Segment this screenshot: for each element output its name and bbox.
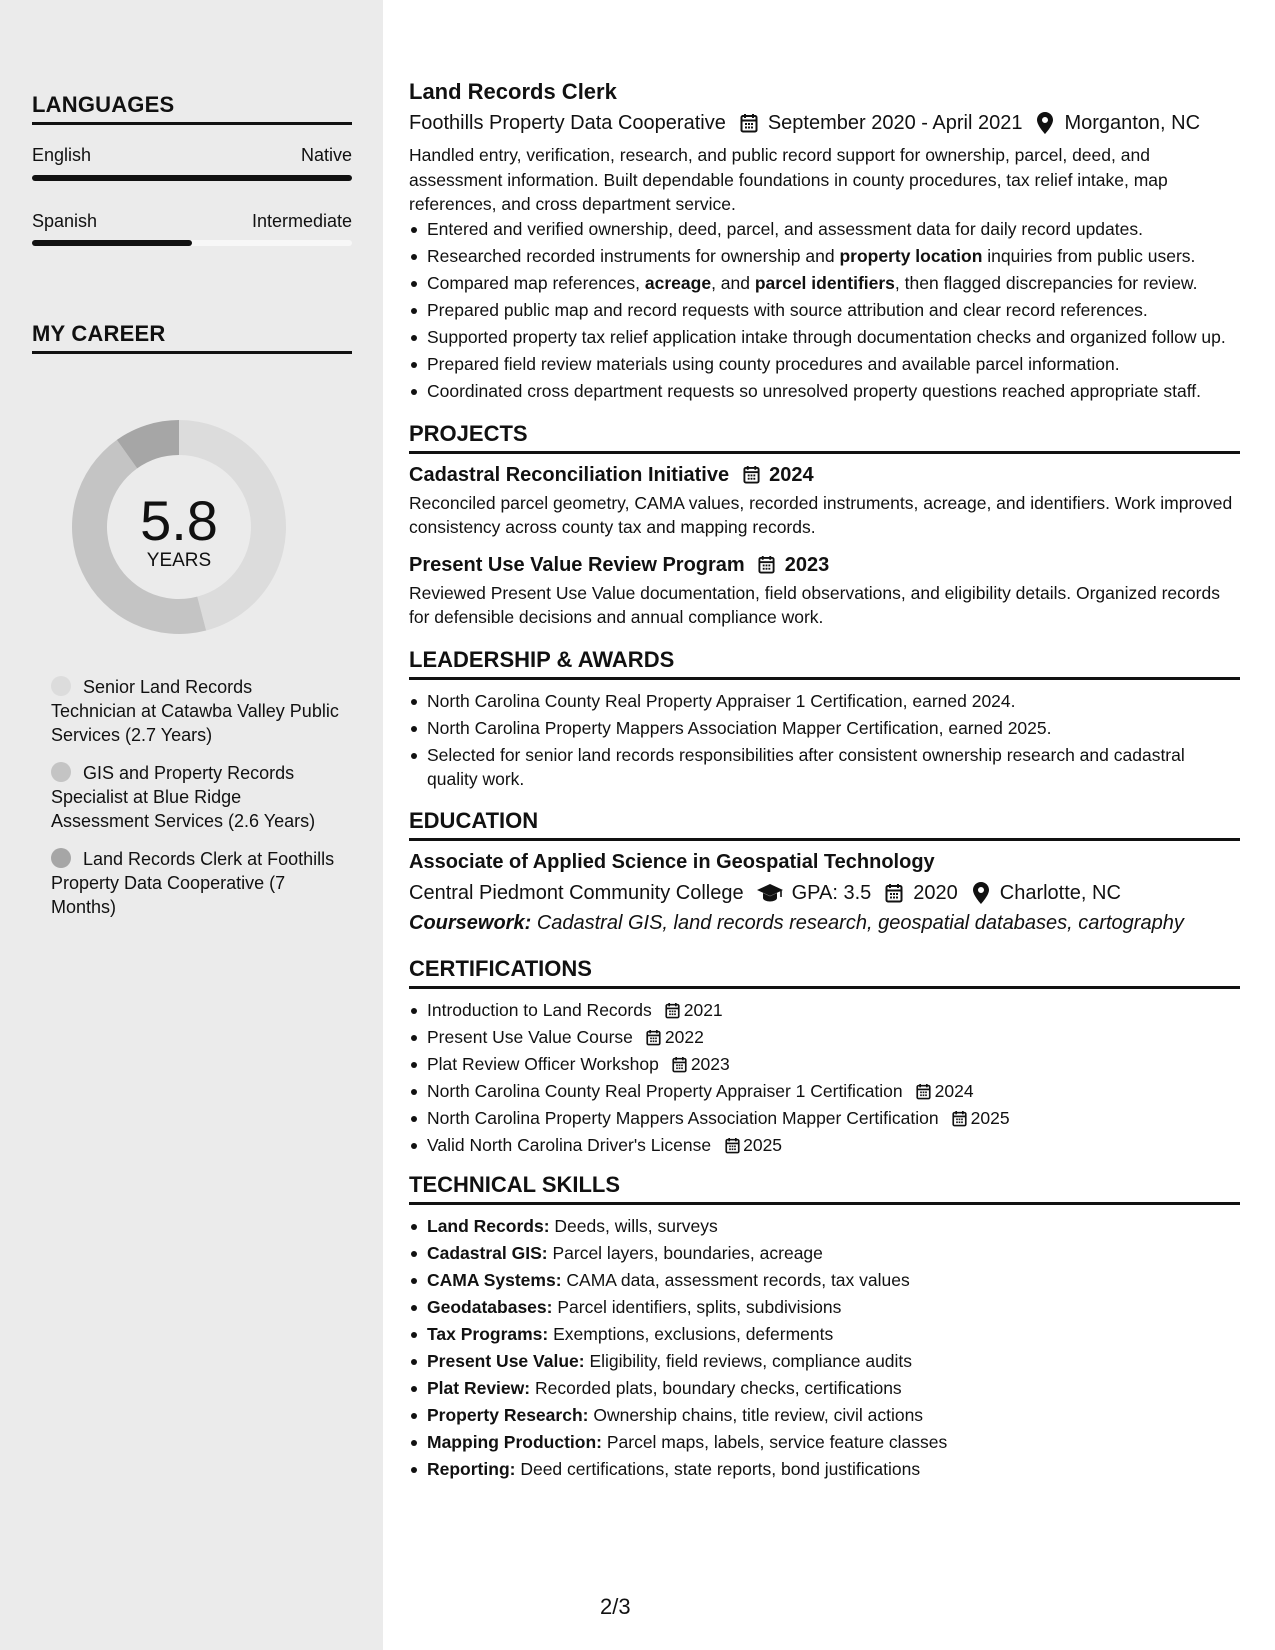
career-legend-label: Senior Land Records Technician at Catawba Valley Public Services (2.7 Years) xyxy=(51,677,339,745)
project-title: Cadastral Reconciliation Initiative xyxy=(409,463,730,486)
career-heading: MY CAREER xyxy=(32,321,166,346)
project-title-row xyxy=(409,462,1240,488)
calendar-icon xyxy=(741,465,761,485)
legend-dot xyxy=(51,762,71,782)
skill-label: CAMA Systems: xyxy=(427,1269,562,1290)
skill-item xyxy=(409,1295,1240,1319)
job-bullet: Prepared field review materials using county procedures and available parcel information. xyxy=(409,352,1240,376)
section-rule xyxy=(409,451,1240,454)
award-item: North Carolina County Real Property Appraiser 1 Certification, earned 2024. xyxy=(409,689,1240,713)
certification-name: North Carolina Property Mappers Association Mapper Certification xyxy=(427,1107,939,1128)
calendar-icon xyxy=(645,1028,663,1046)
certification-item xyxy=(409,1052,1240,1076)
skill-item xyxy=(409,1376,1240,1400)
calendar-icon xyxy=(671,1055,689,1073)
career-rule xyxy=(32,351,352,354)
award-item: North Carolina Property Mappers Association Mapper Certification, earned 2025. xyxy=(409,716,1240,740)
project-year: 2023 xyxy=(784,553,830,576)
skill-value: Recorded plats, boundary checks, certifications xyxy=(530,1377,902,1398)
skill-value: Eligibility, field reviews, compliance audits xyxy=(584,1350,913,1371)
skills-heading: TECHNICAL SKILLS xyxy=(409,1171,621,1197)
certification-name: Present Use Value Course xyxy=(427,1026,633,1047)
location-pin-icon xyxy=(970,882,992,904)
skill-label: Cadastral GIS: xyxy=(427,1242,548,1263)
skill-label: Land Records: xyxy=(427,1215,550,1236)
calendar-icon xyxy=(757,555,777,575)
job-bullet: Prepared public map and record requests with source attribution and clear record references. xyxy=(409,298,1240,322)
certification-year: 2024 xyxy=(934,1080,974,1101)
project-title-row xyxy=(409,552,1240,578)
language-bar xyxy=(32,175,352,181)
certifications-heading: CERTIFICATIONS xyxy=(409,955,592,981)
coursework-text: Cadastral GIS, land records research, geospatial databases, cartography xyxy=(536,911,1184,934)
main-content xyxy=(409,78,1240,1484)
awards-list xyxy=(409,689,1240,791)
job-bullet: Supported property tax relief application intake through documentation checks and organized follow up. xyxy=(409,325,1240,349)
page-number: 2/3 xyxy=(600,1594,631,1619)
education-heading: EDUCATION xyxy=(409,807,539,833)
certification-name: Introduction to Land Records xyxy=(427,999,652,1020)
skill-value: Ownership chains, title review, civil actions xyxy=(588,1404,924,1425)
skill-label: Mapping Production: xyxy=(427,1431,602,1452)
language-bar xyxy=(32,240,352,246)
career-legend-item xyxy=(51,761,341,833)
language-bar-fill xyxy=(32,240,192,246)
job-bullet: Entered and verified ownership, deed, parcel, and assessment data for daily record updates. xyxy=(409,217,1240,241)
job-bullet: Coordinated cross department requests so unresolved property questions reached appropriate staff. xyxy=(409,379,1240,403)
skill-item xyxy=(409,1241,1240,1265)
job-title: Land Records Clerk xyxy=(409,79,617,104)
project-description: Reconciled parcel geometry, CAMA values, recorded instruments, acreage, and identifiers. Work improved consistency across county tax and mapping records. xyxy=(409,492,1233,537)
career-legend-item xyxy=(51,847,341,919)
education-section xyxy=(409,807,1240,936)
skill-value: Deeds, wills, surveys xyxy=(549,1215,718,1236)
section-rule xyxy=(409,838,1240,841)
skill-item xyxy=(409,1457,1240,1481)
awards-section xyxy=(409,646,1240,791)
skill-value: Deed certifications, state reports, bond justifications xyxy=(515,1458,921,1479)
job-location: Morganton, NC xyxy=(1064,112,1201,134)
section-rule xyxy=(409,677,1240,680)
calendar-icon xyxy=(664,1001,682,1019)
skills-list xyxy=(409,1214,1240,1481)
skill-label: Plat Review: xyxy=(427,1377,531,1398)
job-dates: September 2020 - April 2021 xyxy=(767,112,1023,134)
certification-item xyxy=(409,1079,1240,1103)
certification-item xyxy=(409,1025,1240,1049)
certifications-section xyxy=(409,955,1240,1157)
certifications-list xyxy=(409,998,1240,1157)
certification-name: Valid North Carolina Driver's License xyxy=(427,1134,712,1155)
sidebar xyxy=(0,0,383,1650)
language-bar-fill xyxy=(32,175,352,181)
certification-year: 2021 xyxy=(683,999,723,1020)
certification-item xyxy=(409,998,1240,1022)
skill-value: CAMA data, assessment records, tax values xyxy=(561,1269,910,1290)
location-pin-icon xyxy=(1034,112,1056,134)
job-company: Foothills Property Data Cooperative xyxy=(409,112,726,134)
job-bullets xyxy=(409,217,1240,403)
skill-label: Present Use Value: xyxy=(427,1350,585,1371)
coursework xyxy=(409,910,1240,936)
career-legend-item xyxy=(51,675,341,747)
skill-label: Reporting: xyxy=(427,1458,516,1479)
education-gpa: GPA: 3.5 xyxy=(791,881,872,904)
job-meta xyxy=(409,110,1240,136)
section-rule xyxy=(409,1202,1240,1205)
skill-value: Parcel maps, labels, service feature classes xyxy=(601,1431,948,1452)
career-legend-label: GIS and Property Records Specialist at Blue Ridge Assessment Services (2.6 Years) xyxy=(51,763,316,831)
language-name: English xyxy=(32,145,92,165)
skill-label: Geodatabases: xyxy=(427,1296,553,1317)
skill-item xyxy=(409,1214,1240,1238)
projects-section xyxy=(409,420,1240,630)
certification-name: Plat Review Officer Workshop xyxy=(427,1053,659,1074)
certification-year: 2025 xyxy=(743,1134,783,1155)
project-year: 2024 xyxy=(769,463,814,486)
certification-year: 2023 xyxy=(690,1053,730,1074)
education-location: Charlotte, NC xyxy=(999,881,1121,904)
certification-year: 2025 xyxy=(970,1107,1010,1128)
legend-dot xyxy=(51,848,71,868)
language-name: Spanish xyxy=(32,211,98,231)
education-meta xyxy=(409,880,1240,906)
calendar-icon xyxy=(738,112,760,134)
school-name: Central Piedmont Community College xyxy=(409,881,744,904)
skill-value: Exemptions, exclusions, deferments xyxy=(548,1323,834,1344)
calendar-icon xyxy=(883,882,905,904)
education-year: 2020 xyxy=(913,881,958,904)
skill-value: Parcel layers, boundaries, acreage xyxy=(547,1242,823,1263)
career-total-value: 5.8 xyxy=(140,489,218,552)
award-item: Selected for senior land records responsibilities after consistent ownership research and cadastral quality work. xyxy=(409,743,1240,791)
project-description: Reviewed Present Use Value documentation, field observations, and eligibility details. Organized records for defensible decisions and annual compliance work. xyxy=(409,582,1220,627)
project-title: Present Use Value Review Program xyxy=(409,553,745,576)
job-bullet: Compared map references, acreage, and parcel identifiers, then flagged discrepancies for review. xyxy=(409,271,1240,295)
skills-section xyxy=(409,1171,1240,1481)
skill-item xyxy=(409,1322,1240,1346)
certification-item xyxy=(409,1133,1240,1157)
skill-item xyxy=(409,1349,1240,1373)
language-row xyxy=(32,211,352,232)
skill-value: Parcel identifiers, splits, subdivisions xyxy=(552,1296,842,1317)
skill-item xyxy=(409,1403,1240,1427)
calendar-icon xyxy=(951,1109,969,1127)
graduation-cap-icon xyxy=(756,882,784,904)
skill-label: Property Research: xyxy=(427,1404,589,1425)
career-legend-label: Land Records Clerk at Foothills Property Data Cooperative (7 Months) xyxy=(51,849,335,917)
degree-title: Associate of Applied Science in Geospatial Technology xyxy=(409,850,935,873)
calendar-icon xyxy=(915,1082,933,1100)
languages-rule xyxy=(32,122,352,125)
job-summary: Handled entry, verification, research, and public record support for ownership, parcel, deed, and assessment information. Built dependable foundations in county procedures, tax relief intake, map references, and cross department service. xyxy=(409,145,1168,214)
certification-name: North Carolina County Real Property Appraiser 1 Certification xyxy=(427,1080,903,1101)
section-rule xyxy=(409,986,1240,989)
skill-item xyxy=(409,1268,1240,1292)
projects-heading: PROJECTS xyxy=(409,420,528,446)
certification-item xyxy=(409,1106,1240,1130)
skill-item xyxy=(409,1430,1240,1454)
calendar-icon xyxy=(723,1136,741,1154)
language-level: Intermediate xyxy=(251,211,352,231)
legend-dot xyxy=(51,676,71,696)
career-total-unit: YEARS xyxy=(146,550,212,571)
coursework-label: Coursework: xyxy=(409,911,532,934)
language-row xyxy=(32,145,352,166)
certification-year: 2022 xyxy=(664,1026,704,1047)
awards-heading: LEADERSHIP & AWARDS xyxy=(409,646,675,672)
language-level: Native xyxy=(300,145,352,165)
languages-heading: LANGUAGES xyxy=(32,92,175,117)
job-bullet: Researched recorded instruments for ownership and property location inquiries from public users. xyxy=(409,244,1240,268)
skill-label: Tax Programs: xyxy=(427,1323,549,1344)
